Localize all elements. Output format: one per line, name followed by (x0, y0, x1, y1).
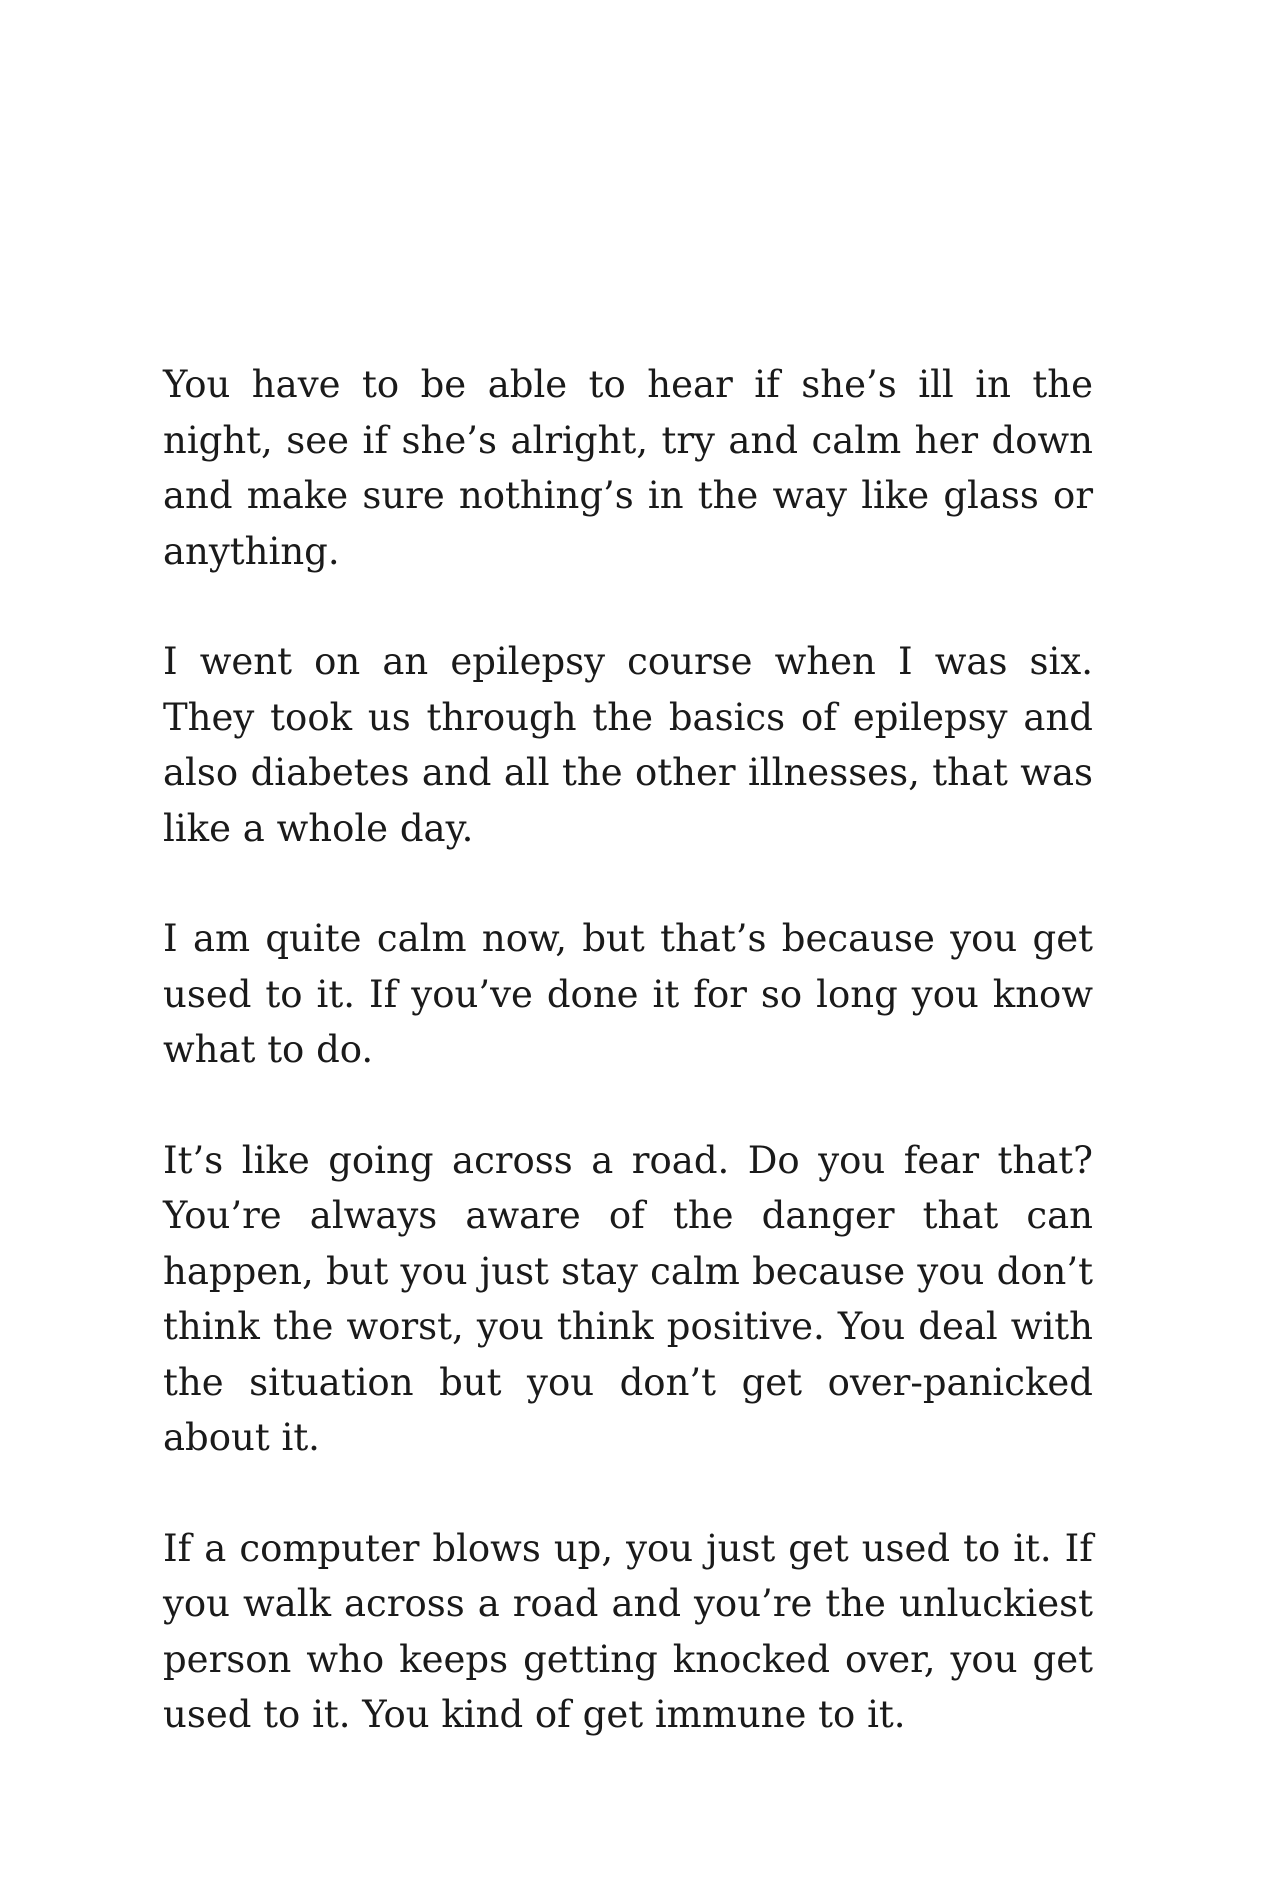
body-text (163, 357, 1093, 1743)
paragraph-4: It’s like going across a road. Do you fear that? You’re always aware of the danger that can happen, but you just stay calm because you don’t think the worst, you think positive. You deal with the situation but you don’t get over-panicked about it. (163, 1138, 1093, 1459)
paragraph-5: If a computer blows up, you just get used to it. If you walk across a road and you’re the unluckiest person who keeps getting knocked over, you get used to it. You kind of get immune to it. (163, 1526, 1093, 1736)
paragraph-1: You have to be able to hear if she’s ill in the night, see if she’s alright, try and calm her down and make sure nothing’s in the way like glass or anything. (163, 363, 1093, 573)
paragraph-3: I am quite calm now, but that’s because you get used to it. If you’ve done it for so long you know what to do. (163, 917, 1093, 1071)
paragraph-2: I went on an epilepsy course when I was six. They took us through the basics of epilepsy and also diabetes and all the other illnesses, that was like a whole day. (163, 640, 1093, 850)
